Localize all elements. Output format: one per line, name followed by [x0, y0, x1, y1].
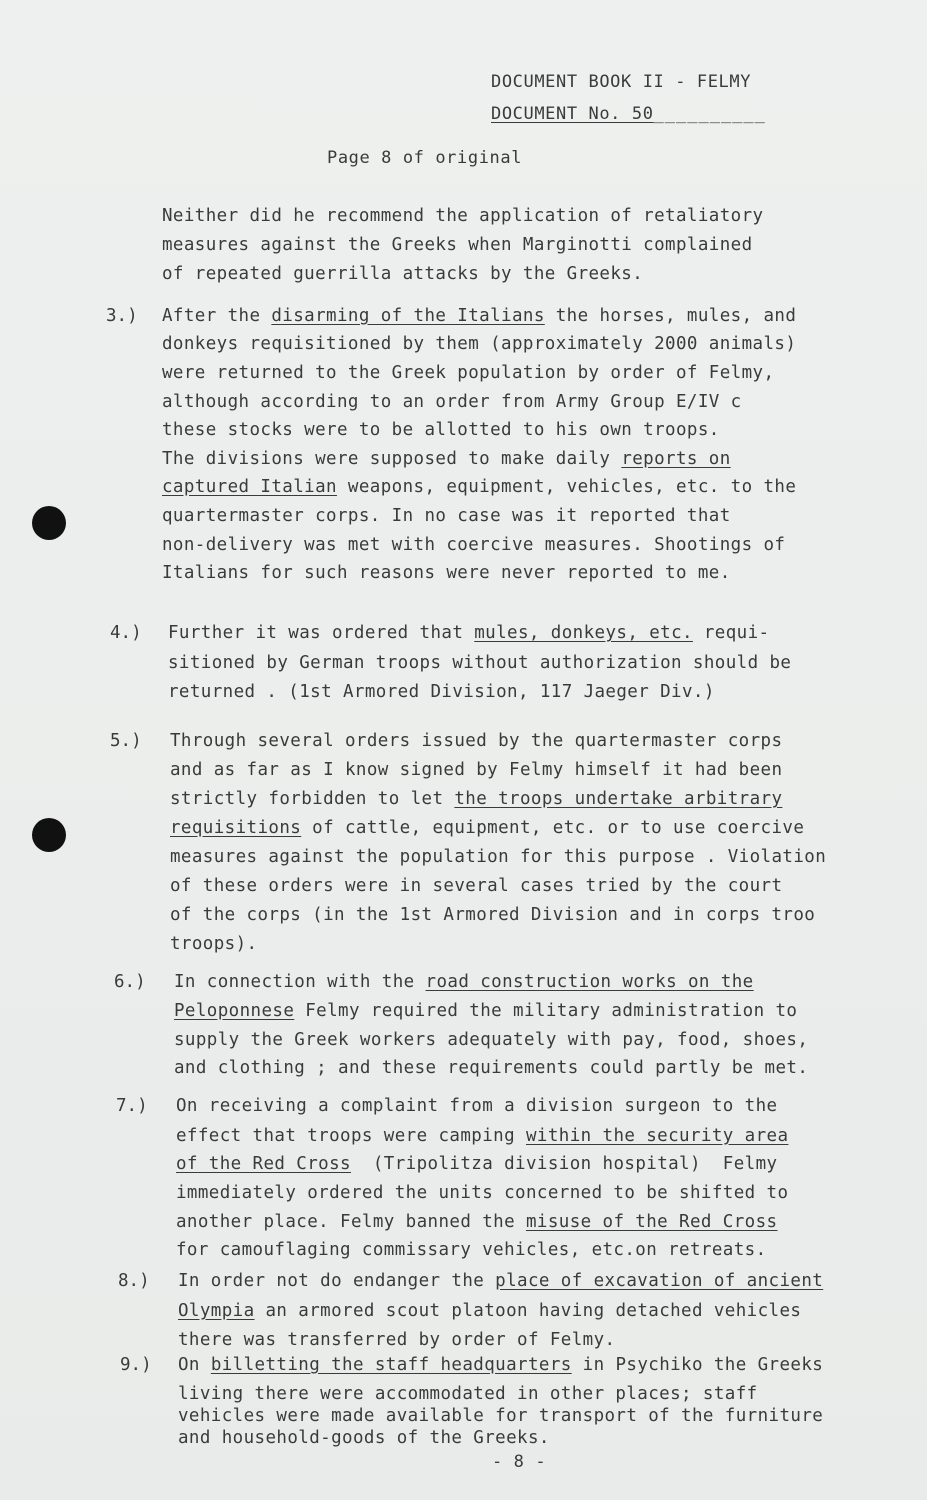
item-line: non-delivery was met with coercive measures. Shootings of [162, 535, 786, 555]
intro-line: measures against the Greeks when Marginotti complained [162, 235, 753, 255]
item-line: Further it was ordered that mules, donkeys, etc. requi- [168, 623, 770, 643]
item-number: 8.) [118, 1271, 150, 1291]
item-line: supply the Greek workers adequately with pay, food, shoes, [174, 1030, 809, 1050]
underlined-phrase: mules, donkeys, etc. [474, 623, 693, 643]
item-line: another place. Felmy banned the misuse of the Red Cross [176, 1212, 778, 1232]
intro-line: of repeated guerrilla attacks by the Greeks. [162, 264, 644, 284]
item-line: effect that troops were camping within the security area [176, 1126, 789, 1146]
item-line: Olympia an armored scout platoon having detached vehicles [178, 1301, 802, 1321]
underlined-phrase: place of excavation of ancient [495, 1271, 824, 1291]
item-line: of the corps (in the 1st Armored Division and in corps troo [170, 905, 816, 925]
item-line: Peloponnese Felmy required the military administration to [174, 1001, 798, 1021]
item-line: strictly forbidden to let the troops undertake arbitrary [170, 789, 783, 809]
item-number: 4.) [110, 623, 142, 643]
punch-hole [32, 506, 66, 540]
item-line: there was transferred by order of Felmy. [178, 1330, 616, 1350]
item-line: and household-goods of the Greeks. [178, 1428, 550, 1448]
underlined-phrase: disarming of the Italians [271, 306, 545, 326]
item-line: of these orders were in several cases tried by the court [170, 876, 783, 896]
page-number: - 8 - [492, 1452, 547, 1472]
item-line: In order not do endanger the place of excavation of ancient [178, 1271, 824, 1291]
intro-line: Neither did he recommend the application of retaliatory [162, 206, 764, 226]
item-line: requisitions of cattle, equipment, etc. or to use coercive [170, 818, 805, 838]
item-number: 7.) [116, 1096, 148, 1116]
item-number: 6.) [114, 972, 146, 992]
item-line: living there were accommodated in other places; staff [178, 1384, 758, 1404]
underlined-phrase: captured Italian [162, 477, 337, 497]
underlined-phrase: the troops undertake arbitrary [454, 789, 783, 809]
underlined-phrase: reports on [621, 449, 731, 469]
page-of-original: Page 8 of original [327, 148, 523, 168]
item-line: Through several orders issued by the quartermaster corps [170, 731, 783, 751]
underlined-phrase: of the Red Cross [176, 1154, 351, 1174]
document-book-title: DOCUMENT BOOK II - FELMY [491, 72, 752, 92]
item-line: After the disarming of the Italians the horses, mules, and [162, 306, 797, 326]
item-line: troops). [170, 934, 258, 954]
item-line: returned . (1st Armored Division, 117 Jaeger Div.) [168, 682, 715, 702]
item-line: immediately ordered the units concerned to be shifted to [176, 1183, 789, 1203]
item-line: for camouflaging commissary vehicles, etc.on retreats. [176, 1240, 767, 1260]
item-line: sitioned by German troops without authorization should be [168, 653, 792, 673]
item-number: 5.) [110, 731, 142, 751]
underlined-phrase: within the security area [525, 1126, 789, 1146]
underlined-phrase: Peloponnese [174, 1001, 295, 1021]
item-line: On billetting the staff headquarters in Psychiko the Greeks [178, 1355, 824, 1375]
item-line: In connection with the road construction works on the [174, 972, 754, 992]
item-line: captured Italian weapons, equipment, vehicles, etc. to the [162, 477, 797, 497]
item-number: 9.) [120, 1355, 152, 1375]
underlined-phrase: road construction works on the [425, 972, 754, 992]
item-line: these stocks were to be allotted to his own troops. [162, 420, 720, 440]
item-line: Italians for such reasons were never reported to me. [162, 563, 731, 583]
item-line: quartermaster corps. In no case was it reported that [162, 506, 731, 526]
item-line: vehicles were made available for transport of the furniture [178, 1406, 824, 1426]
item-line: of the Red Cross (Tripolitza division hospital) Felmy [176, 1154, 778, 1174]
underlined-phrase: misuse of the Red Cross [525, 1212, 778, 1232]
item-line: The divisions were supposed to make daily reports on [162, 449, 731, 469]
item-line: and as far as I know signed by Felmy himself it had been [170, 760, 783, 780]
item-line: donkeys requisitioned by them (approximately 2000 animals) [162, 334, 797, 354]
item-line: although according to an order from Army Group E/IV c [162, 392, 742, 412]
underlined-phrase: Olympia [178, 1301, 255, 1321]
underlined-phrase: billetting the staff headquarters [210, 1355, 572, 1375]
item-line: and clothing ; and these requirements could partly be met. [174, 1058, 809, 1078]
item-line: measures against the population for this purpose . Violation [170, 847, 827, 867]
punch-hole [32, 818, 66, 852]
item-number: 3.) [106, 306, 138, 326]
item-line: were returned to the Greek population by order of Felmy, [162, 363, 775, 383]
item-line: On receiving a complaint from a division surgeon to the [176, 1096, 778, 1116]
underlined-phrase: requisitions [170, 818, 302, 838]
document-number: DOCUMENT No. 50__________ [491, 104, 766, 124]
